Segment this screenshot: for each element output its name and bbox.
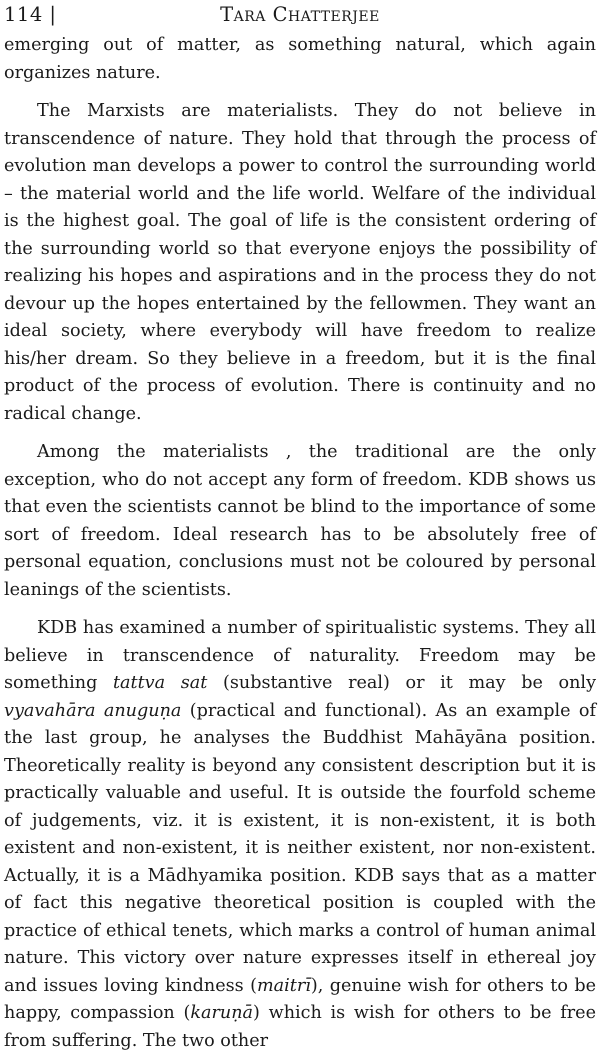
body-text [4,32,596,1055]
text-span: (substantive real) or it may be only [207,673,597,693]
paragraph-materialists: Among the materialists , the traditional are the only exception, who do not accept any form of freedom. KDB shows us that even the scientists cannot be blind to the importance of some sort of freedom. Ideal research has to be absolutely free of personal equation, conclusions must not be coloured by personal leanings of the scientists. [4,442,596,600]
term-karuna: karuṇā [190,1003,254,1023]
term-tattva-sat: tattva sat [112,673,208,693]
text-span: (practical and functional). As an example of the last group, he analyses the Buddhist Mahāyāna position. Theoretically reality is beyond any consistent description but it is practically valuable and useful. It is outside the fourfold scheme of judgements, viz. it is existent, it is non-existent, it is both existent and non-existent, it is neither existent, nor non-existent. Actually, it is a Mādhyamika position. KDB says that as a matter of fact this negative theoretical position is coupled with the practice of ethical tenets, which marks a control of human animal nature. This victory over nature expresses itself in ethereal joy and issues loving kindness ( [4,700,596,996]
page-header [4,0,596,32]
text-span: KDB has examined a number of spiritualistic systems. They all believe in transcendence of naturality. Freedom may be something [4,618,596,693]
term-maitri: maitrī [256,975,311,996]
text-span: ), genuine wish for others to be happy, compassion ( [4,975,596,1023]
paragraph-spiritualistic [4,615,596,1055]
text-span: ) which is wish for others to be free from suffering. The two other [4,1003,596,1051]
term-vyavahara-anuguna: vyavahāra anuguṇa [4,700,182,721]
page-number: 114 | [4,3,57,26]
running-head: Tara Chatterjee [220,3,380,26]
paragraph-marxists: The Marxists are materialists. They do not believe in transcendence of nature. They hold that through the process of evolution man develops a power to control the surrounding world – the material world and the life world. Welfare of the individual is the highest goal. The goal of life is the consistent ordering of the surrounding world so that everyone enjoys the possibility of realizing his hopes and aspirations and in the process they do not devour up the hopes entertained by the fellowmen. They want an ideal society, where everybody will have freedom to realize his/her dream. So they believe in a freedom, but it is the final product of the process of evolution. There is continuity and no radical change. [4,101,596,424]
paragraph-continuation: emerging out of matter, as something natural, which again organizes nature. [4,35,596,83]
